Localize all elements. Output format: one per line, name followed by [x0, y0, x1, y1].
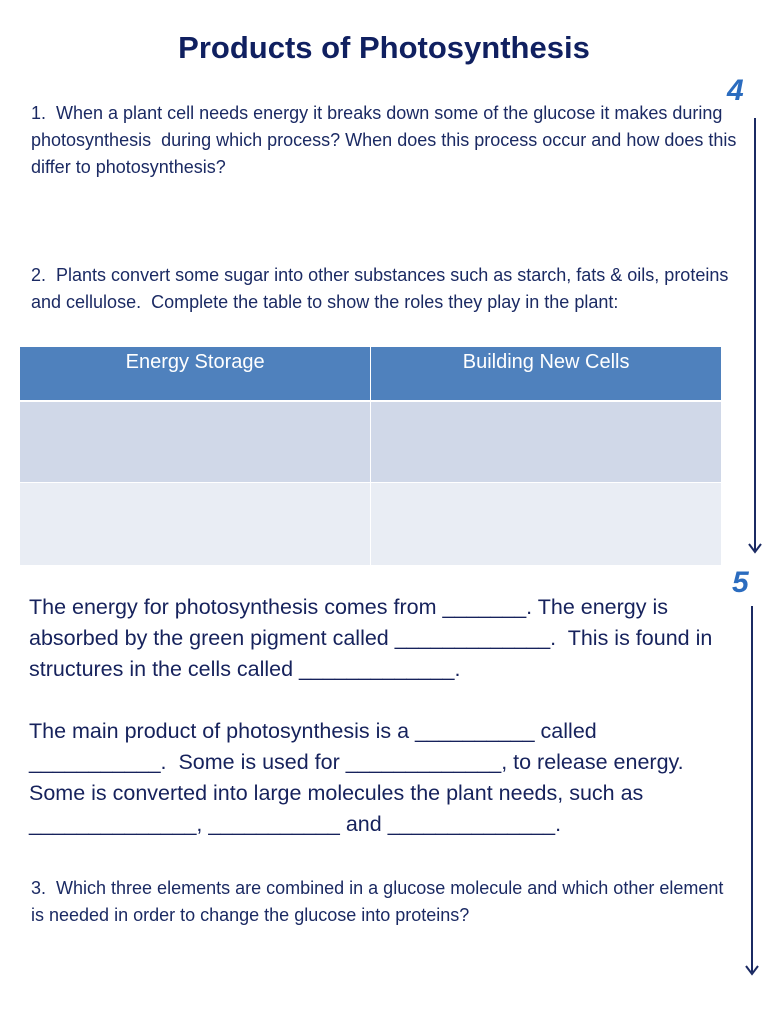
section-arrow-icon [748, 118, 762, 558]
fill-in-paragraph-1: The energy for photosynthesis comes from _______. The energy is absorbed by the green pigment called _____________. This is found in structures in the cells called _____________. [29, 595, 719, 681]
table-row [20, 401, 722, 483]
section-number-badge: 5 [732, 566, 749, 599]
table-cell[interactable] [20, 401, 371, 483]
roles-table [20, 347, 722, 566]
page-title: Products of Photosynthesis [178, 30, 590, 65]
table-row [20, 483, 722, 566]
section-arrow-icon [745, 606, 759, 980]
fill-in-paragraph-2: The main product of photosynthesis is a __________ called ___________. Some is used for _____________, to release energy. Some is converted into large molecules the plant needs, such as ______________, ___________ and ______________. [29, 719, 690, 836]
table-cell[interactable] [371, 483, 722, 566]
table-cell[interactable] [371, 401, 722, 483]
question-1: 1. When a plant cell needs energy it breaks down some of the glucose it makes during photosynthesis during which process? When does this process occur and how does this differ to photosynthesis? [31, 103, 742, 177]
header-energy-storage: Energy Storage [20, 347, 371, 401]
question-3: 3. Which three elements are combined in a glucose molecule and which other element is needed in order to change the glucose into proteins? [31, 878, 729, 925]
header-building-new-cells: Building New Cells [371, 347, 722, 401]
table-cell[interactable] [20, 483, 371, 566]
question-2: 2. Plants convert some sugar into other substances such as starch, fats & oils, proteins and cellulose. Complete the table to show the roles they play in the plant: [31, 265, 734, 312]
section-number-badge: 4 [727, 74, 744, 107]
